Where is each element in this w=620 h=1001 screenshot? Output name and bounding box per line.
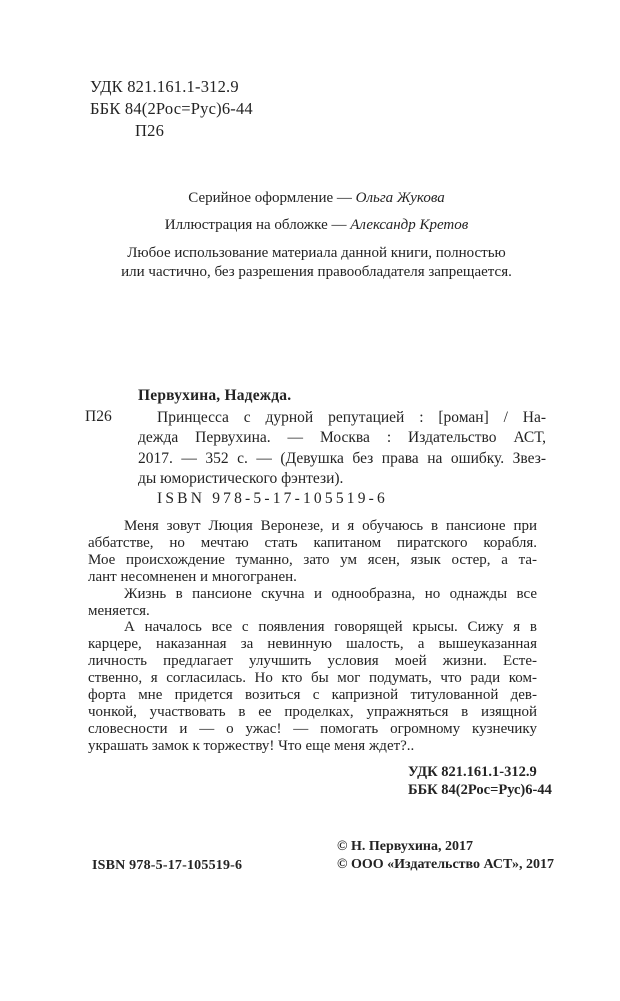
bbk-line: ББК 84(2Рос=Рус)6-44	[408, 782, 552, 798]
footer-isbn: ISBN 978-5-17-105519-6	[92, 858, 243, 873]
cover-illustration-credit	[88, 217, 545, 234]
text-line: 2017. — 352 с. — (Девушка без права на ошибку. Звез-	[138, 449, 546, 467]
catalog-card-author: Первухина, Надежда.	[138, 387, 292, 404]
catalog-card-code: П26	[85, 408, 112, 425]
text-line: или частично, без разрешения правообладателя запрещается.	[121, 263, 512, 280]
series-design-label: Серийное оформление —	[188, 190, 352, 206]
annotation-block	[88, 518, 537, 755]
legal-notice	[88, 244, 545, 281]
annotation-paragraph	[88, 518, 537, 586]
udk-line: УДК 821.161.1-312.9	[90, 77, 239, 96]
annotation-paragraph	[88, 586, 537, 620]
top-classification-block	[90, 76, 253, 142]
text-line: ственно, я согласилась. Но кто бы мог подумать, что ради ком-	[88, 670, 537, 687]
text-line: украшать замок к торжеству! Что еще меня ждет?..	[88, 737, 415, 754]
text-line: Принцесса с дурной репутацией : [роман] / На-	[157, 409, 546, 426]
text-line: дежда Первухина. — Москва : Издательство АСТ,	[138, 429, 546, 447]
text-line: Мое происхождение туманно, зато ум ясен, язык остер, а та-	[88, 551, 537, 568]
text-line: Меня зовут Люция Веронезе, и я обучаюсь в пансионе при	[124, 518, 537, 534]
text-line: © ООО «Издательство АСТ», 2017	[337, 857, 555, 872]
annotation-paragraph	[88, 619, 537, 754]
series-design-credit	[88, 190, 545, 207]
text-line: © Н. Первухина, 2017	[337, 839, 473, 854]
text-line: аббатстве, но мечтаю стать капитаном пиратского корабля.	[88, 534, 537, 551]
bottom-classification-block	[408, 763, 552, 799]
text-line: чонкой, участвовать в ее проделках, упражняться в изящной	[88, 703, 537, 720]
text-line: личность предлагает улучшить условия моей жизни. Есте-	[88, 653, 537, 670]
text-line: лант несомненен и многогранен.	[88, 568, 297, 585]
text-line: форта мне придется возиться с капризной титулованной дев-	[88, 687, 537, 704]
author-sign-code: П26	[135, 121, 165, 140]
cover-illustration-label: Иллюстрация на обложке —	[164, 217, 347, 233]
text-line: Любое использование материала данной книги, полностью	[127, 245, 506, 261]
series-design-name: Ольга Жукова	[355, 190, 445, 206]
text-line: А началось все с появления говорящей крысы. Сижу я в	[124, 619, 537, 636]
text-line: Жизнь в пансионе скучна и однообразна, но однажды все	[124, 585, 537, 602]
text-line: меняется.	[88, 602, 150, 619]
copyright-block	[337, 838, 554, 874]
text-line: карцере, наказанная за невинную шалость, а вышеуказанная	[88, 636, 537, 653]
bbk-line: ББК 84(2Рос=Рус)6-44	[90, 99, 253, 118]
text-line: ды юмористического фэнтези).	[138, 470, 344, 488]
udk-line: УДК 821.161.1-312.9	[408, 764, 537, 780]
catalog-card-isbn: ISBN 978-5-17-105519-6	[157, 490, 388, 507]
text-line: словесности и — о ужас! — помогать огромному кузнечику	[88, 720, 537, 737]
catalog-card-description	[138, 408, 546, 490]
cover-illustration-name: Александр Кретов	[350, 217, 469, 233]
